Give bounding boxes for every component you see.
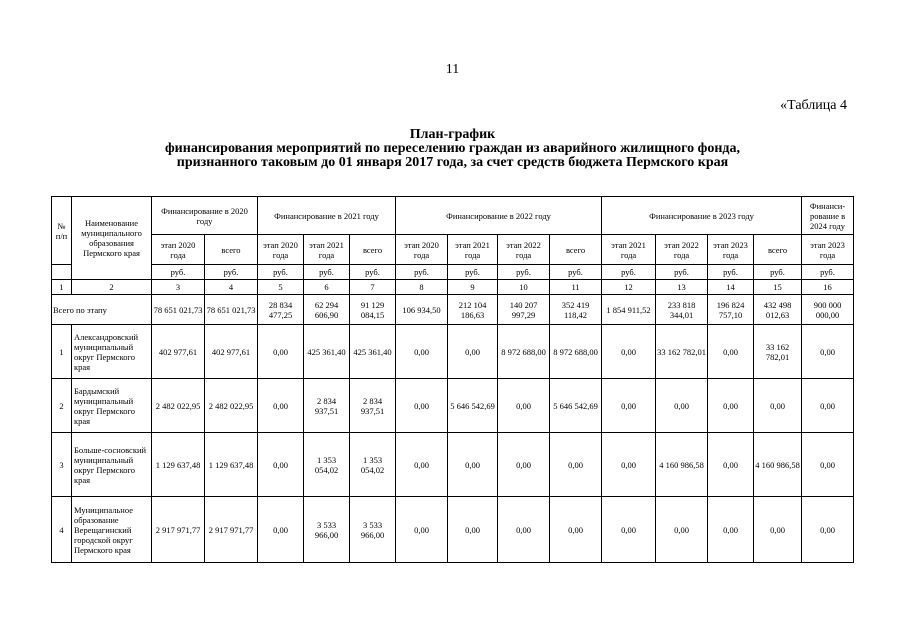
subheader-cell: этап 2020 года — [258, 235, 304, 265]
row-value: 8 972 688,00 — [550, 325, 602, 379]
row-value: 0,00 — [550, 433, 602, 497]
total-value: 233 818 344,01 — [656, 295, 708, 325]
page-number: 11 — [445, 62, 460, 77]
unit-cell: руб. — [350, 265, 396, 280]
column-number: 15 — [754, 280, 802, 295]
row-value: 402 977,61 — [152, 325, 205, 379]
row-value: 0,00 — [396, 325, 448, 379]
column-number: 2 — [72, 280, 152, 295]
unit-cell: руб. — [708, 265, 754, 280]
row-value: 4 160 986,58 — [656, 433, 708, 497]
header-2022: Финансирование в 2022 году — [396, 197, 602, 235]
row-value: 0,00 — [396, 433, 448, 497]
row-value: 0,00 — [754, 497, 802, 563]
column-number: 5 — [258, 280, 304, 295]
unit-cell: руб. — [258, 265, 304, 280]
row-value: 0,00 — [498, 379, 550, 433]
row-value: 33 162 782,01 — [656, 325, 708, 379]
column-number: 16 — [802, 280, 854, 295]
row-value: 0,00 — [602, 379, 656, 433]
subheader-cell: этап 2021 года — [304, 235, 350, 265]
column-number: 12 — [602, 280, 656, 295]
table-row — [52, 497, 854, 563]
subheader-cell: этап 2021 года — [448, 235, 498, 265]
row-value: 0,00 — [602, 433, 656, 497]
subheader-cell: этап 2020 года — [396, 235, 448, 265]
header-row-subcols — [52, 235, 854, 265]
row-value: 0,00 — [498, 433, 550, 497]
row-value: 2 917 971,77 — [152, 497, 205, 563]
row-value: 3 533 966,00 — [350, 497, 396, 563]
unit-cell: руб. — [802, 265, 854, 280]
row-value: 0,00 — [802, 325, 854, 379]
title-line-3: признанного таковым до 01 января 2017 года, за счет средств бюджета Пермского края — [176, 155, 729, 170]
subheader-cell: всего — [550, 235, 602, 265]
unit-cell — [52, 265, 72, 280]
unit-cell: руб. — [754, 265, 802, 280]
row-value: 2 834 937,51 — [350, 379, 396, 433]
row-value: 0,00 — [396, 497, 448, 563]
title-line-2: финансирования мероприятий по переселению граждан из аварийного жилищного фонда, — [165, 141, 740, 156]
header-name: Наименование муниципального образования Пермского края — [72, 197, 152, 280]
row-value: 8 972 688,00 — [498, 325, 550, 379]
column-number: 1 — [52, 280, 72, 295]
row-value: 1 353 054,02 — [350, 433, 396, 497]
subheader-cell: этап 2020 года — [152, 235, 205, 265]
table-row — [52, 433, 854, 497]
row-value: 1 353 054,02 — [304, 433, 350, 497]
subheader-cell: этап 2023 года — [802, 235, 854, 265]
subheader-cell: всего — [205, 235, 258, 265]
column-number: 8 — [396, 280, 448, 295]
municipality-name: Бардымский муниципальный округ Пермского края — [72, 379, 152, 433]
unit-cell: руб. — [448, 265, 498, 280]
header-2021: Финансирование в 2021 году — [258, 197, 396, 235]
row-value: 0,00 — [448, 325, 498, 379]
unit-cell: руб. — [602, 265, 656, 280]
total-value: 432 498 012,63 — [754, 295, 802, 325]
table-label: «Таблица 4 — [780, 98, 847, 113]
row-value: 0,00 — [754, 379, 802, 433]
row-value: 2 834 937,51 — [304, 379, 350, 433]
row-value: 0,00 — [258, 433, 304, 497]
row-value: 0,00 — [708, 325, 754, 379]
row-value: 1 129 637,48 — [205, 433, 258, 497]
unit-cell: руб. — [304, 265, 350, 280]
row-value: 0,00 — [396, 379, 448, 433]
row-value: 425 361,40 — [304, 325, 350, 379]
header-num: № п/п — [52, 197, 72, 265]
row-value: 2 482 022,95 — [205, 379, 258, 433]
column-number: 10 — [498, 280, 550, 295]
financing-table — [51, 196, 854, 563]
row-value: 2 482 022,95 — [152, 379, 205, 433]
row-value: 0,00 — [708, 379, 754, 433]
subheader-cell: всего — [754, 235, 802, 265]
row-number: 2 — [52, 379, 72, 433]
title-line-1: План-график — [409, 127, 496, 142]
total-value: 78 651 021,73 — [205, 295, 258, 325]
subheader-cell: всего — [350, 235, 396, 265]
total-value: 196 824 757,10 — [708, 295, 754, 325]
row-value: 0,00 — [802, 379, 854, 433]
municipality-name: Муниципальное образование Верещагинский городской округ Пермского края — [72, 497, 152, 563]
total-value: 28 834 477,25 — [258, 295, 304, 325]
column-number: 4 — [205, 280, 258, 295]
header-2024: Финанси-рование в 2024 году — [802, 197, 854, 235]
row-value: 0,00 — [258, 379, 304, 433]
row-value: 402 977,61 — [205, 325, 258, 379]
row-value: 0,00 — [802, 433, 854, 497]
row-value: 4 160 986,58 — [754, 433, 802, 497]
table-row — [52, 325, 854, 379]
unit-cell: руб. — [205, 265, 258, 280]
municipality-name: Больше-сосновский муниципальный округ Пермского края — [72, 433, 152, 497]
total-value: 62 294 606,90 — [304, 295, 350, 325]
row-number: 1 — [52, 325, 72, 379]
subheader-cell: этап 2021 года — [602, 235, 656, 265]
total-value: 352 419 118,42 — [550, 295, 602, 325]
column-number: 7 — [350, 280, 396, 295]
row-value: 0,00 — [708, 497, 754, 563]
municipality-name: Александровский муниципальный округ Пермского края — [72, 325, 152, 379]
row-value: 0,00 — [550, 497, 602, 563]
total-label: Всего по этапу — [52, 295, 152, 325]
row-value: 0,00 — [802, 497, 854, 563]
header-2023: Финансирование в 2023 году — [602, 197, 802, 235]
total-value: 106 934,50 — [396, 295, 448, 325]
row-number: 3 — [52, 433, 72, 497]
unit-cell: руб. — [498, 265, 550, 280]
row-value: 0,00 — [602, 497, 656, 563]
header-row-groups — [52, 197, 854, 235]
total-value: 140 207 997,29 — [498, 295, 550, 325]
subheader-cell: этап 2022 года — [498, 235, 550, 265]
row-value: 0,00 — [258, 325, 304, 379]
unit-cell: руб. — [396, 265, 448, 280]
row-value: 0,00 — [656, 497, 708, 563]
total-value: 212 104 186,63 — [448, 295, 498, 325]
row-value: 0,00 — [656, 379, 708, 433]
subheader-cell: этап 2022 года — [656, 235, 708, 265]
total-value: 1 854 911,52 — [602, 295, 656, 325]
column-number: 13 — [656, 280, 708, 295]
table-title — [0, 128, 905, 170]
total-value: 78 651 021,73 — [152, 295, 205, 325]
column-number: 9 — [448, 280, 498, 295]
column-number: 11 — [550, 280, 602, 295]
row-value: 0,00 — [498, 497, 550, 563]
row-value: 33 162 782,01 — [754, 325, 802, 379]
unit-cell: руб. — [152, 265, 205, 280]
row-number: 4 — [52, 497, 72, 563]
column-number-row — [52, 280, 854, 295]
row-value: 2 917 971,77 — [205, 497, 258, 563]
column-number: 14 — [708, 280, 754, 295]
table-row — [52, 379, 854, 433]
total-value: 91 129 084,15 — [350, 295, 396, 325]
row-value: 0,00 — [258, 497, 304, 563]
row-value: 0,00 — [448, 497, 498, 563]
column-number: 3 — [152, 280, 205, 295]
unit-cell: руб. — [550, 265, 602, 280]
header-2020: Финансирование в 2020 году — [152, 197, 258, 235]
row-value: 5 646 542,69 — [550, 379, 602, 433]
subheader-cell: этап 2023 года — [708, 235, 754, 265]
row-value: 0,00 — [602, 325, 656, 379]
row-value: 425 361,40 — [350, 325, 396, 379]
column-number: 6 — [304, 280, 350, 295]
row-value: 5 646 542,69 — [448, 379, 498, 433]
total-value: 900 000 000,00 — [802, 295, 854, 325]
row-value: 1 129 637,48 — [152, 433, 205, 497]
row-value: 3 533 966,00 — [304, 497, 350, 563]
unit-cell: руб. — [656, 265, 708, 280]
row-value: 0,00 — [708, 433, 754, 497]
row-value: 0,00 — [448, 433, 498, 497]
total-row — [52, 295, 854, 325]
header-row-units — [52, 265, 854, 280]
